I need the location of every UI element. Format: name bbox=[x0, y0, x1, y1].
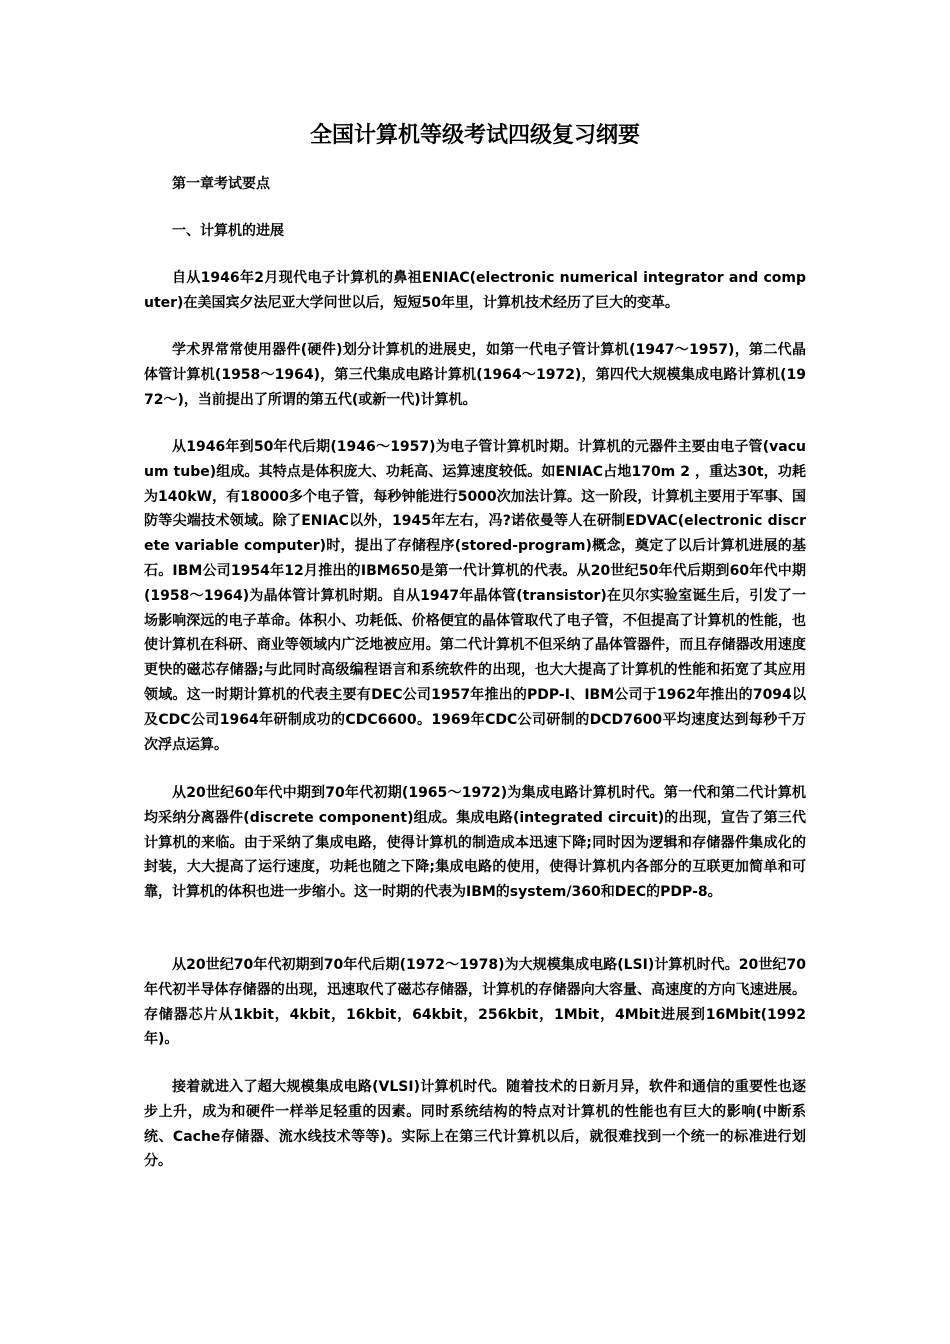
paragraph-eniac-origin: 自从1946年2月现代电子计算机的鼻祖ENIAC(electronic numerical integrator and computer)在美国宾夕法尼亚大学问世以后，短短50年里，计算机技术经历了巨大的变革。 bbox=[144, 270, 806, 311]
chapter-heading: 第一章考试要点 bbox=[172, 176, 270, 192]
document-title: 全国计算机等级考试四级复习纲要 bbox=[309, 123, 640, 148]
paragraph-generations: 学术界常常使用器件(硬件)划分计算机的进展史，如第一代电子管计算机(1947～1957)，第二代晶体管计算机(1958～1964)，第三代集成电路计算机(1964～1972)，第四代大规模集成电路计算机(1972～)，当前提出了所谓的第五代(或新一代)计算机。 bbox=[144, 342, 806, 408]
paragraph-integrated-circuit-era: 从20世纪60年代中期到70年代初期(1965～1972)为集成电路计算机时代。第一代和第二代计算机均采纳分离器件(discrete component)组成。集成电路(integrated circuit)的出现，宣告了第三代计算机的来临。由于采纳了集成电路，使得计算机的制造成本迅速下降;同时因为逻辑和存储器件集成化的封装，大大提高了运行速度，功耗也随之下降;集成电路的使用，使得计算机内各部分的互联更加简单和可靠，计算机的体积也进一步缩小。这一时期的代表为IBM的system/360和DEC的PDP-8。 bbox=[144, 785, 806, 901]
paragraph-lsi-era: 从20世纪70年代初期到70年代后期(1972～1978)为大规模集成电路(LSI)计算机时代。20世纪70年代初半导体存储器的出现，迅速取代了磁芯存储器，计算机的存储器向大容量、高速度的方向飞速进展。存储器芯片从1kbit，4kbit，16kbit，64kbit，256kbit，1Mbit，4Mbit进展到16Mbit(1992年)。 bbox=[144, 957, 806, 1048]
section-heading: 一、计算机的进展 bbox=[172, 223, 284, 239]
paragraph-vlsi-era: 接着就进入了超大规模集成电路(VLSI)计算机时代。随着技术的日新月异，软件和通信的重要性也逐步上升，成为和硬件一样举足轻重的因素。同时系统结构的特点对计算机的性能也有巨大的影响(中断系统、Cache存储器、流水线技术等等)。实际上在第三代计算机以后，就很难找到一个统一的标准进行划分。 bbox=[144, 1079, 806, 1170]
paragraph-vacuum-tube-era: 从1946年到50年代后期(1946～1957)为电子管计算机时期。计算机的元器件主要由电子管(vacuum tube)组成。其特点是体积庞大、功耗高、运算速度较低。如ENIAC占地170m 2 ，重达30t，功耗为140kW，有18000多个电子管，每秒钟能进行5000次加法计算。这一阶段，计算机主要用于军事、国防等尖端技术领域。除了ENIAC以外，1945年左右，冯?诺依曼等人在研制EDVAC(electronic discrete variable computer)时，提出了存储程序(stored-program)概念，奠定了以后计算机进展的基石。IBM公司1954年12月推出的IBM650是第一代计算机的代表。从20世纪50年代后期到60年代中期(1958～1964)为晶体管计算机时期。自从1947年晶体管(transistor)在贝尔实验室诞生后，引发了一场影响深远的电子革命。体积小、功耗低、价格便宜的晶体管取代了电子管，不但提高了计算机的性能，也使计算机在科研、商业等领域内广泛地被应用。第二代计算机不但采纳了晶体管器件，而且存储器改用速度更快的磁芯存储器;与此同时高级编程语言和系统软件的出现，也大大提高了计算机的性能和拓宽了其应用领域。这一时期计算机的代表主要有DEC公司1957年推出的PDP-I、IBM公司于1962年推出的7094以及CDC公司1964年研制成功的CDC6600。1969年CDC公司研制的DCD7600平均速度达到每秒千万次浮点运算。 bbox=[144, 439, 806, 753]
